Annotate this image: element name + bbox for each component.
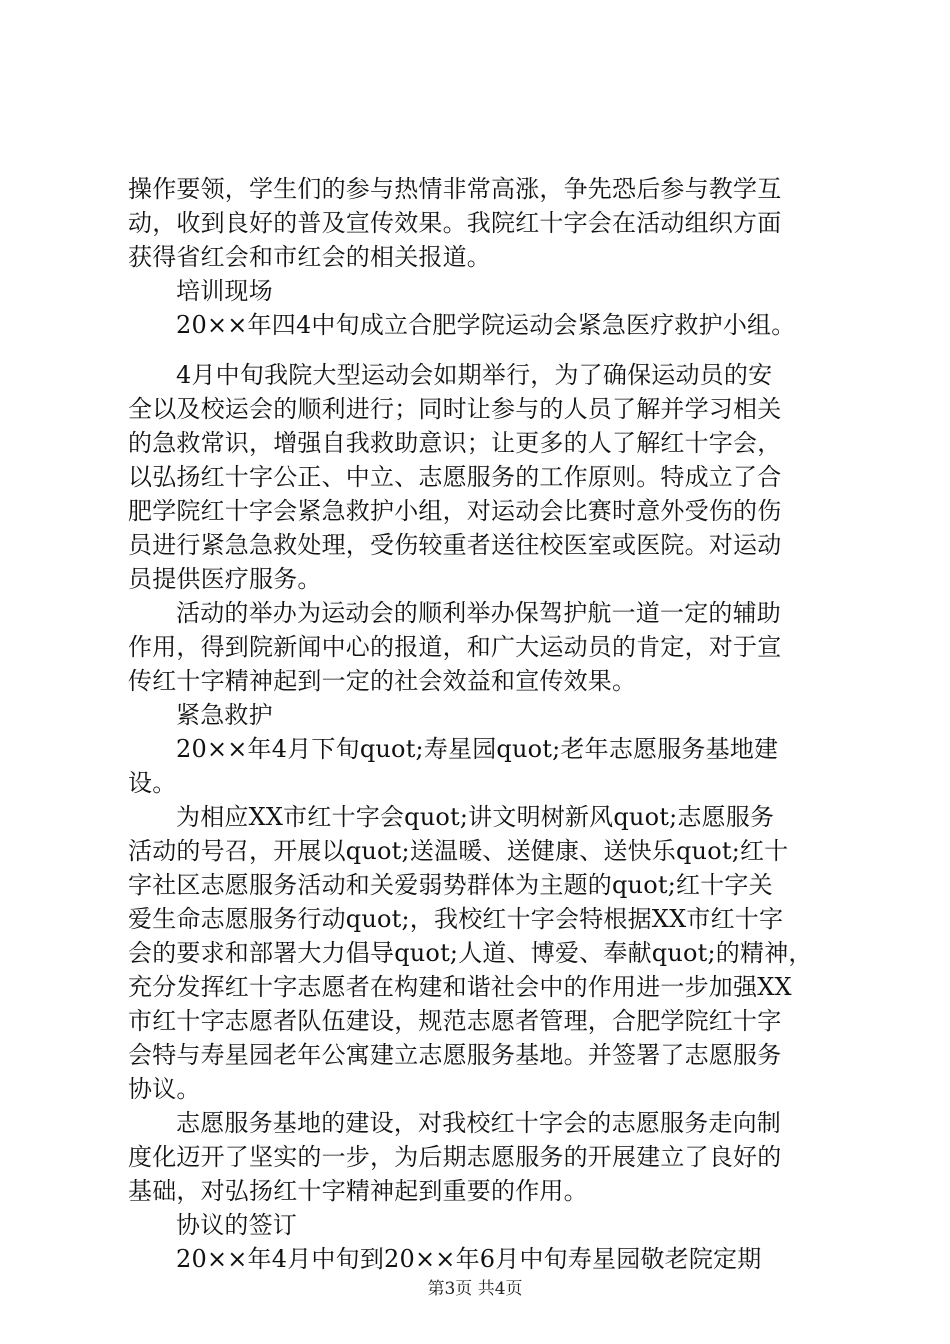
text-line: 基础，对弘扬红十字精神起到重要的作用。 (128, 1177, 588, 1205)
section-caption: 培训现场 (176, 277, 273, 305)
text-line: 作用，得到院新闻中心的报道，和广大运动员的肯定，对于宣 (128, 633, 782, 661)
text-line: 4月中旬我院大型运动会如期举行，为了确保运动员的安 (176, 361, 773, 389)
text-line: 员提供医疗服务。 (128, 565, 322, 593)
text-line: 动，收到良好的普及宣传效果。我院红十字会在活动组织方面 (128, 209, 782, 237)
text-line: 的急救常识，增强自我救助意识；让更多的人了解红十字会， (128, 429, 782, 457)
text-line: 以弘扬红十字公正、中立、志愿服务的工作原则。特成立了合 (128, 463, 782, 491)
section-caption: 协议的签订 (176, 1211, 297, 1239)
text-line: 度化迈开了坚实的一步，为后期志愿服务的开展建立了良好的 (128, 1143, 782, 1171)
text-line: 全以及校运会的顺利进行；同时让参与的人员了解并学习相关 (128, 395, 782, 423)
text-line: 字社区志愿服务活动和关爱弱势群体为主题的quot;红十字关 (128, 871, 773, 899)
text-line: 爱生命志愿服务行动quot;，我校红十字会特根据XX市红十字 (128, 905, 784, 933)
text-line: 活动的号召，开展以quot;送温暖、送健康、送快乐quot;红十 (128, 837, 789, 865)
event-heading: 20××年4月下旬quot;寿星园quot;老年志愿服务基地建 (176, 735, 779, 763)
text-line: 市红十字志愿者队伍建设，规范志愿者管理，合肥学院红十字 (128, 1007, 782, 1035)
event-heading: 20××年四4中旬成立合肥学院运动会紧急医疗救护小组。 (176, 311, 796, 339)
page-number-footer: 第3页 共4页 (427, 1279, 523, 1299)
text-line: 充分发挥红十字志愿者在构建和谐社会中的作用进一步加强XX (128, 973, 792, 1001)
text-line: 活动的举办为运动会的顺利举办保驾护航一道一定的辅助 (176, 599, 781, 627)
text-line: 获得省红会和市红会的相关报道。 (128, 243, 491, 271)
event-heading: 20××年4月中旬到20××年6月中旬寿星园敬老院定期 (176, 1245, 762, 1273)
text-line: 设。 (128, 769, 177, 797)
text-line: 会的要求和部署大力倡导quot;人道、博爱、奉献quot;的精神， (128, 939, 813, 967)
text-line: 志愿服务基地的建设，对我校红十字会的志愿服务走向制 (176, 1109, 781, 1137)
text-line: 会特与寿星园老年公寓建立志愿服务基地。并签署了志愿服务 (128, 1041, 782, 1069)
text-line: 协议。 (128, 1075, 201, 1103)
section-caption: 紧急救护 (176, 701, 273, 729)
text-line: 肥学院红十字会紧急救护小组，对运动会比赛时意外受伤的伤 (128, 497, 782, 525)
text-line: 传红十字精神起到一定的社会效益和宣传效果。 (128, 667, 637, 695)
text-line: 员进行紧急急救处理，受伤较重者送往校医室或医院。对运动 (128, 531, 782, 559)
text-line: 为相应XX市红十字会quot;讲文明树新风quot;志愿服务 (176, 803, 775, 831)
text-line: 操作要领，学生们的参与热情非常高涨，争先恐后参与教学互 (128, 175, 782, 203)
